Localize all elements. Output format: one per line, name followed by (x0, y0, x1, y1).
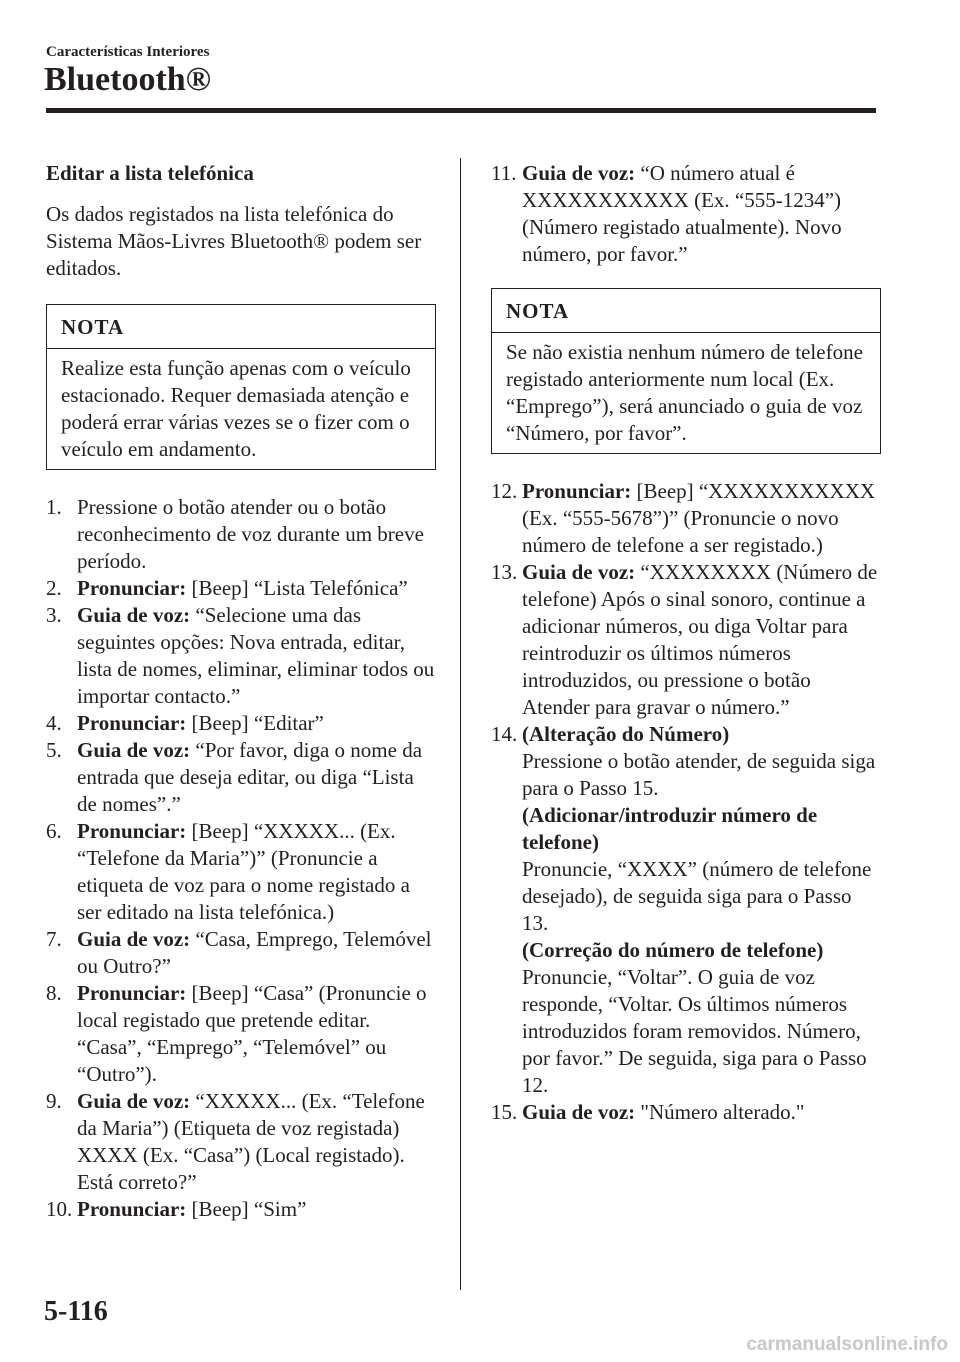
step-item (491, 1099, 881, 1126)
note-body: Se não existia nenhum número de telefone registado anteriormente num local (Ex. “Emprego”), será anunciado o guia de voz “Número, por favor”. (506, 340, 863, 445)
step-number: 8. (46, 981, 62, 1005)
step-text: "Número alterado." (640, 1100, 805, 1124)
step-item (46, 818, 436, 926)
step-label: Pronunciar: (77, 981, 187, 1005)
step-text: Pressione o botão atender ou o botão reconhecimento de voz durante um breve período. (77, 495, 424, 573)
steps-list (491, 160, 881, 268)
step-label: Pronunciar: (77, 711, 187, 735)
step-item (491, 160, 881, 268)
step-number: 9. (46, 1089, 62, 1113)
step-text: [Beep] “XXXXX... (Ex. “Telefone da Maria”)” (Pronuncie a etiqueta de voz para o nome registado a ser editado na lista telefónica.) (77, 819, 410, 924)
substep-title: (Alteração do Número) (522, 722, 730, 746)
step-label: Guia de voz: (77, 603, 191, 627)
step-number: 14. (491, 722, 518, 746)
step-label: Guia de voz: (522, 1100, 636, 1124)
step-text: “XXXXX... (Ex. “Telefone da Maria”) (Etiqueta de voz registada) XXXX (Ex. “Casa”) (Local registado). Está correto?” (77, 1089, 425, 1194)
substep-text: Pressione o botão atender, de seguida siga para o Passo 15. (522, 749, 876, 800)
step-label: Guia de voz: (522, 161, 636, 185)
steps-list (46, 494, 436, 1223)
step-item (46, 575, 436, 602)
step-item (491, 721, 881, 1099)
note-title: NOTA (47, 305, 435, 349)
note-box (491, 288, 881, 454)
watermark: carmanualsonline.info (746, 1334, 948, 1355)
step-number: 3. (46, 603, 62, 627)
step-item (46, 926, 436, 980)
step-item (491, 478, 881, 559)
substep-text: Pronuncie, “XXXX” (número de telefone desejado), de seguida siga para o Passo 13. (522, 857, 872, 935)
step-item (46, 1088, 436, 1196)
step-text: “Casa, Emprego, Telemóvel ou Outro?” (77, 927, 432, 978)
step-item (46, 980, 436, 1088)
step-label: Pronunciar: (77, 1197, 187, 1221)
step-number: 4. (46, 711, 62, 735)
step-number: 11. (491, 161, 517, 185)
step-label: Pronunciar: (77, 819, 187, 843)
step-text: [Beep] “Editar” (191, 711, 324, 735)
step-item (46, 494, 436, 575)
note-body: Realize esta função apenas com o veículo estacionado. Requer demasiada atenção e poderá errar várias vezes se o fizer com o veículo em andamento. (61, 356, 411, 461)
substep-text: Pronuncie, “Voltar”. O guia de voz responde, “Voltar. Os últimos números introduzidos foram removidos. Número, por favor.” De seguida, siga para o Passo 12. (522, 965, 867, 1097)
step-text: [Beep] “Sim” (191, 1197, 307, 1221)
step-number: 2. (46, 576, 62, 600)
step-text: “Por favor, diga o nome da entrada que deseja editar, ou diga “Lista de nomes”.” (77, 738, 423, 816)
step-number: 10. (46, 1197, 73, 1221)
step-text: [Beep] “XXXXXXXXXXX (Ex. “555-5678”)” (Pronuncie o novo número de telefone a ser registado.) (522, 479, 876, 557)
step-text: “O número atual é XXXXXXXXXXX (Ex. “555-1234”) (Número registado atualmente). Novo número, por favor.” (522, 161, 842, 266)
step-number: 7. (46, 927, 62, 951)
step-label: Guia de voz: (77, 738, 191, 762)
step-label: Pronunciar: (77, 576, 187, 600)
page-number: 5-116 (44, 1296, 108, 1327)
header-rule (46, 108, 876, 113)
steps-list (491, 478, 881, 1126)
right-column (491, 160, 881, 1126)
step-item (46, 602, 436, 710)
step-text: [Beep] “Casa” (Pronuncie o local registado que pretende editar. “Casa”, “Emprego”, “Telemóvel” ou “Outro”). (77, 981, 427, 1086)
section-heading: Editar a lista telefónica (46, 161, 254, 185)
substep-title: (Correção do número de telefone) (522, 938, 824, 962)
step-number: 15. (491, 1100, 518, 1124)
step-label: Guia de voz: (522, 560, 636, 584)
step-item (46, 710, 436, 737)
intro-paragraph: Os dados registados na lista telefónica do Sistema Mãos-Livres Bluetooth® podem ser editados. (46, 202, 422, 280)
step-number: 12. (491, 479, 518, 503)
note-title: NOTA (492, 289, 880, 333)
step-label: Pronunciar: (522, 479, 632, 503)
section-label: Características Interiores (46, 44, 210, 60)
step-number: 6. (46, 819, 62, 843)
step-item (491, 559, 881, 721)
step-label: Guia de voz: (77, 927, 191, 951)
note-box (46, 304, 436, 470)
step-item (46, 1196, 436, 1223)
step-text: “XXXXXXXX (Número de telefone) Após o sinal sonoro, continue a adicionar números, ou diga Voltar para reintroduzir os últimos números introduzidos, ou pressione o botão Atender para gravar o número.” (522, 560, 878, 719)
step-text: “Selecione uma das seguintes opções: Nova entrada, editar, lista de nomes, eliminar, eliminar todos ou importar contacto.” (77, 603, 435, 708)
left-column (46, 160, 436, 1223)
step-number: 5. (46, 738, 62, 762)
column-divider (460, 158, 461, 1290)
step-number: 1. (46, 495, 62, 519)
substep-title: (Adicionar/introduzir número de telefone) (522, 803, 818, 854)
step-text: [Beep] “Lista Telefónica” (191, 576, 408, 600)
step-item (46, 737, 436, 818)
step-label: Guia de voz: (77, 1089, 191, 1113)
chapter-title: Bluetooth® (44, 61, 212, 98)
step-number: 13. (491, 560, 518, 584)
